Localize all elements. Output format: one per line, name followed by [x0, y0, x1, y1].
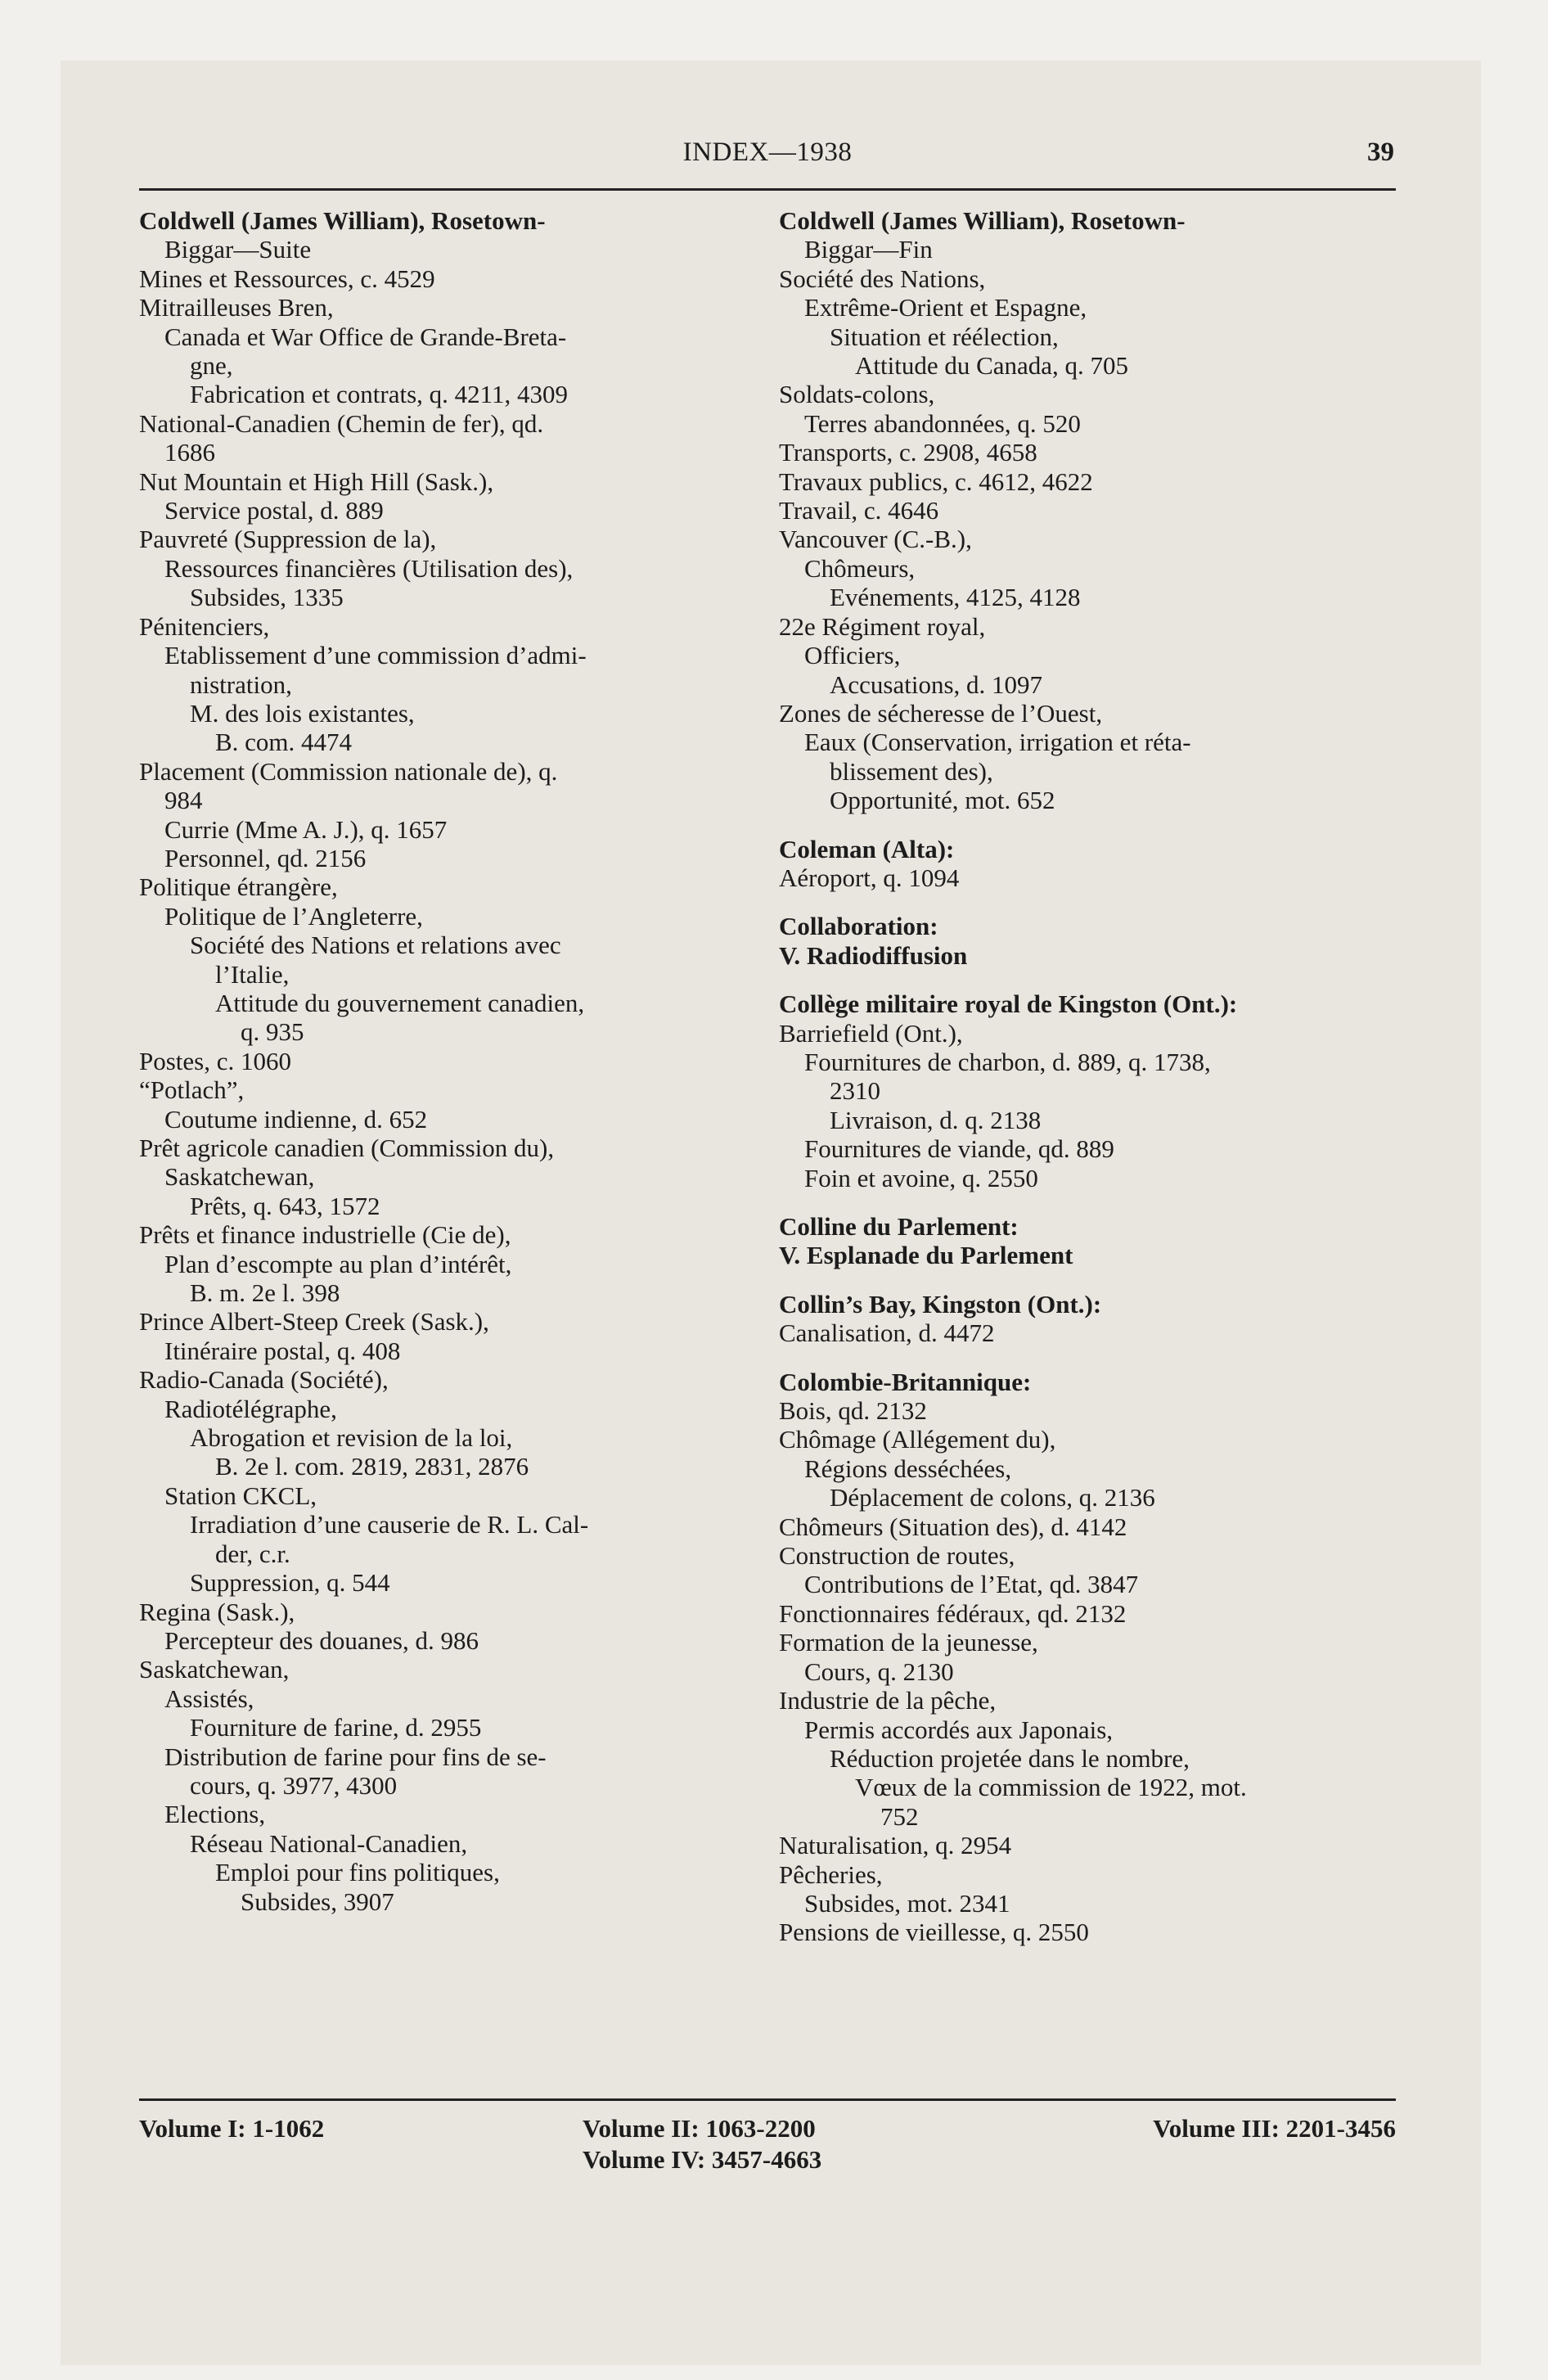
- index-entry: Irradiation d’une causerie de R. L. Cal-: [190, 1510, 589, 1539]
- volume-footer: [139, 2113, 1396, 2179]
- index-entry: Distribution de farine pour fins de se-: [164, 1742, 547, 1771]
- index-entry: Mines et Ressources, c. 4529: [139, 264, 435, 293]
- index-entry: Transports, c. 2908, 4658: [779, 438, 1037, 467]
- index-heading: Coldwell (James William), Rosetown-: [139, 206, 546, 235]
- index-entry: Livraison, d. q. 2138: [830, 1105, 1042, 1134]
- index-heading: Collin’s Bay, Kingston (Ont.):: [779, 1289, 1102, 1318]
- index-entry: 984: [164, 786, 203, 815]
- index-entry: Chômage (Allégement du),: [779, 1425, 1056, 1454]
- index-entry: Fournitures de viande, qd. 889: [804, 1134, 1114, 1164]
- index-entry: Politique étrangère,: [139, 872, 338, 902]
- header-rule: [139, 188, 1396, 191]
- index-entry: Evénements, 4125, 4128: [830, 583, 1081, 612]
- index-entry: Elections,: [164, 1800, 266, 1829]
- index-entry: Radio-Canada (Société),: [139, 1365, 389, 1395]
- index-entry: Station CKCL,: [164, 1481, 317, 1510]
- index-entry: Currie (Mme A. J.), q. 1657: [164, 814, 448, 844]
- index-entry: 752: [880, 1801, 919, 1831]
- index-entry: Contributions de l’Etat, qd. 3847: [804, 1570, 1139, 1599]
- index-entry: Prêt agricole canadien (Commission du),: [139, 1134, 555, 1162]
- page-header: [139, 137, 1396, 183]
- index-entry: Eaux (Conservation, irrigation et réta-: [804, 728, 1191, 757]
- index-entry: Attitude du gouvernement canadien,: [215, 988, 585, 1017]
- index-entry: Prince Albert-Steep Creek (Sask.),: [139, 1307, 489, 1336]
- index-entry: Fonctionnaires fédéraux, qd. 2132: [779, 1598, 1127, 1628]
- index-entry: Biggar—Fin: [804, 235, 933, 264]
- index-heading: V. Radiodiffusion: [779, 940, 968, 970]
- volume-1-range: Volume I: 1-1062: [139, 2114, 325, 2143]
- index-entry: der, c.r.: [215, 1539, 290, 1568]
- index-entry: Pénitenciers,: [139, 611, 270, 641]
- index-entry: Saskatchewan,: [164, 1162, 315, 1192]
- index-entry: Déplacement de colons, q. 2136: [830, 1483, 1155, 1512]
- index-entry: Personnel, qd. 2156: [164, 843, 367, 872]
- index-entry: Société des Nations,: [779, 264, 986, 293]
- index-entry: Fourniture de farine, d. 2955: [190, 1713, 482, 1742]
- index-entry: Réseau National-Canadien,: [190, 1828, 468, 1858]
- index-heading: Colombie-Britannique:: [779, 1367, 1032, 1396]
- volume-2-range: Volume II: 1063-2200: [583, 2114, 816, 2143]
- index-entry: Assistés,: [164, 1684, 254, 1713]
- index-entry: Emploi pour fins politiques,: [215, 1858, 500, 1887]
- index-entry: Subsides, 3907: [241, 1886, 394, 1916]
- index-entry: Société des Nations et relations avec: [190, 931, 561, 960]
- index-entry: M. des lois existantes,: [190, 698, 415, 728]
- index-entry: Formation de la jeunesse,: [779, 1628, 1038, 1657]
- index-entry: Bois, qd. 2132: [779, 1396, 927, 1426]
- index-entry: Vancouver (C.-B.),: [779, 525, 972, 554]
- index-entry: Travaux publics, c. 4612, 4622: [779, 467, 1093, 496]
- index-entry: 22e Régiment royal,: [779, 611, 986, 641]
- left-column: [139, 206, 751, 1916]
- index-entry: nistration,: [190, 669, 292, 699]
- index-entry: Coutume indienne, d. 652: [164, 1104, 428, 1134]
- index-entry: Régions desséchées,: [804, 1454, 1012, 1483]
- index-entry: Terres abandonnées, q. 520: [804, 408, 1081, 438]
- index-entry: Saskatchewan,: [139, 1655, 290, 1684]
- footer-rule: [139, 2098, 1396, 2101]
- index-entry: blissement des),: [830, 756, 993, 786]
- index-entry: cours, q. 3977, 4300: [190, 1770, 398, 1800]
- index-title: INDEX—1938: [682, 137, 853, 167]
- index-entry: Canada et War Office de Grande-Breta-: [164, 322, 567, 351]
- index-entry: Canalisation, d. 4472: [779, 1318, 995, 1348]
- index-entry: Radiotélégraphe,: [164, 1394, 337, 1423]
- index-entry: Opportunité, mot. 652: [830, 786, 1055, 815]
- index-entry: Barriefield (Ont.),: [779, 1018, 963, 1048]
- index-entry: B. 2e l. com. 2819, 2831, 2876: [215, 1452, 529, 1481]
- index-entry: Naturalisation, q. 2954: [779, 1831, 1012, 1860]
- index-heading: Coldwell (James William), Rosetown-: [779, 206, 1186, 235]
- index-entry: Placement (Commission nationale de), q.: [139, 756, 558, 786]
- index-entry: Zones de sécheresse de l’Ouest,: [779, 698, 1103, 728]
- index-entry: Prêts, q. 643, 1572: [190, 1191, 380, 1220]
- index-entry: Industrie de la pêche,: [779, 1686, 997, 1715]
- index-entry: Soldats-colons,: [779, 380, 935, 409]
- index-entry: Percepteur des douanes, d. 986: [164, 1625, 479, 1655]
- index-entry: B. com. 4474: [215, 728, 353, 757]
- index-heading: V. Esplanade du Parlement: [779, 1241, 1073, 1270]
- index-entry: Postes, c. 1060: [139, 1046, 291, 1075]
- index-entry: Itinéraire postal, q. 408: [164, 1336, 401, 1365]
- index-entry: Réduction projetée dans le nombre,: [830, 1743, 1190, 1773]
- index-entry: Biggar—Suite: [164, 235, 312, 264]
- index-entry: “Potlach”,: [139, 1075, 245, 1105]
- index-entry: Service postal, d. 889: [164, 496, 384, 525]
- index-entry: Etablissement d’une commission d’admi-: [164, 641, 587, 670]
- index-entry: Situation et réélection,: [830, 322, 1059, 351]
- page-number: 39: [1367, 137, 1394, 167]
- index-entry: Extrême-Orient et Espagne,: [804, 293, 1087, 322]
- index-entry: Vœux de la commission de 1922, mot.: [855, 1773, 1247, 1802]
- volume-4-range: Volume IV: 3457-4663: [583, 2145, 822, 2174]
- index-entry: Construction de routes,: [779, 1541, 1015, 1571]
- index-entry: q. 935: [241, 1017, 304, 1047]
- index-entry: Suppression, q. 544: [190, 1568, 390, 1598]
- volume-2-4-ranges: [583, 2113, 821, 2175]
- index-heading: Collaboration:: [779, 912, 938, 941]
- index-entry: Pauvreté (Suppression de la),: [139, 525, 437, 554]
- index-entry: gne,: [190, 351, 233, 381]
- index-entry: Abrogation et revision de la loi,: [190, 1423, 513, 1453]
- index-entry: Chômeurs (Situation des), d. 4142: [779, 1512, 1127, 1541]
- index-entry: Politique de l’Angleterre,: [164, 901, 423, 931]
- index-entry: Subsides, mot. 2341: [804, 1888, 1010, 1918]
- index-entry: Pensions de vieillesse, q. 2550: [779, 1918, 1089, 1947]
- index-heading: Colline du Parlement:: [779, 1212, 1019, 1241]
- index-entry: Attitude du Canada, q. 705: [855, 351, 1129, 381]
- index-entry: Fabrication et contrats, q. 4211, 4309: [190, 380, 569, 409]
- index-entry: National-Canadien (Chemin de fer), qd.: [139, 408, 544, 438]
- index-heading: Coleman (Alta):: [779, 834, 955, 863]
- index-entry: B. m. 2e l. 398: [190, 1278, 340, 1308]
- index-entry: Plan d’escompte au plan d’intérêt,: [164, 1249, 512, 1278]
- index-entry: 2310: [830, 1076, 880, 1106]
- index-entry: Pêcheries,: [779, 1859, 883, 1889]
- index-entry: Accusations, d. 1097: [830, 669, 1043, 699]
- right-column: [779, 206, 1401, 1947]
- index-entry: Permis accordés aux Japonais,: [804, 1715, 1114, 1744]
- index-entry: Subsides, 1335: [190, 583, 344, 612]
- index-entry: Aéroport, q. 1094: [779, 863, 960, 892]
- index-entry: Prêts et finance industrielle (Cie de),: [139, 1220, 511, 1250]
- index-entry: Chômeurs,: [804, 553, 916, 583]
- index-entry: Cours, q. 2130: [804, 1657, 954, 1686]
- index-entry: Officiers,: [804, 641, 901, 670]
- index-entry: Mitrailleuses Bren,: [139, 293, 334, 322]
- index-entry: Regina (Sask.),: [139, 1597, 295, 1626]
- index-entry: l’Italie,: [215, 959, 290, 989]
- index-entry: Ressources financières (Utilisation des),: [164, 553, 574, 583]
- index-entry: Nut Mountain et High Hill (Sask.),: [139, 467, 494, 496]
- index-entry: 1686: [164, 438, 215, 467]
- index-entry: Foin et avoine, q. 2550: [804, 1163, 1038, 1192]
- index-entry: Travail, c. 4646: [779, 496, 939, 525]
- index-entry: Fournitures de charbon, d. 889, q. 1738,: [804, 1047, 1211, 1076]
- volume-3-range: Volume III: 2201-3456: [1153, 2114, 1396, 2143]
- index-heading: Collège militaire royal de Kingston (Ont.):: [779, 989, 1238, 1019]
